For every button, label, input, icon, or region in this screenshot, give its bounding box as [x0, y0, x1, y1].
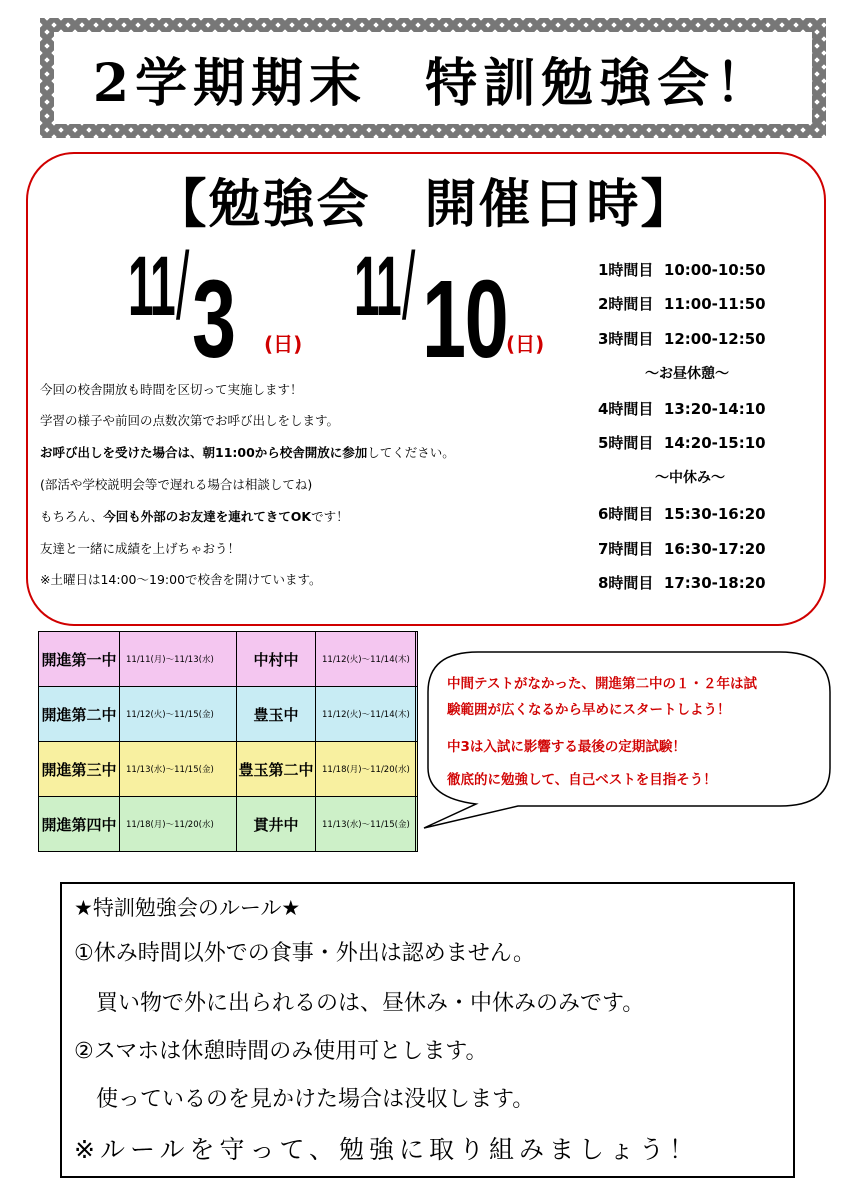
note-line: [40, 443, 455, 461]
note-line: [40, 507, 349, 525]
date-2-weekday: (日): [506, 332, 545, 356]
date-1-weekday: (日): [264, 332, 303, 356]
rule-line: 使っているのを見かけた場合は没収します。: [96, 1087, 535, 1112]
school-dates: 11/11(月)～11/13(水): [120, 632, 418, 687]
school-table-right: [236, 631, 416, 852]
period-time: 11:00-11:50: [663, 295, 766, 313]
note-line: ※土曜日は14:00～19:00で校舎を開けています。: [40, 572, 322, 587]
period-row: [598, 293, 766, 314]
period-row: [598, 503, 766, 524]
school-dates: 11/13(水)～11/15(金): [316, 797, 416, 852]
rules-box: [60, 882, 795, 1178]
school-name: 開進第四中: [39, 797, 120, 852]
period-time: 13:20-14:10: [663, 400, 766, 418]
rule-closing: ※ルールを守って、勉強に取り組みましょう！: [74, 1135, 699, 1164]
note-text: してください。: [367, 445, 455, 460]
period-time: 14:20-15:10: [663, 434, 766, 452]
note-emphasis: お呼び出しを受けた場合は、朝11:00から校舎開放に参加: [40, 445, 368, 460]
period-time: 10:00-10:50: [663, 261, 766, 279]
school-dates: 11/12(火)～11/14(木): [316, 632, 416, 687]
bubble-text: 験範囲が広くなるから早めにスタートしよう！: [447, 702, 731, 718]
period-label: 5時間目: [598, 434, 654, 452]
schedule-heading: 【勉強会 開催日時】: [154, 175, 695, 235]
period-label: 6時間目: [598, 505, 654, 523]
date-slash: /: [402, 233, 416, 340]
note-line: (部活や学校説明会等で遅れる場合は相談してね): [40, 477, 313, 492]
period-label: 3時間目: [598, 330, 654, 348]
period-row: [598, 398, 766, 419]
bubble-text: 徹底的に勉強して、自己ベストを目指そう！: [447, 772, 717, 788]
mid-break-label: ～中休み～: [655, 470, 725, 486]
school-name: 開進第一中: [39, 632, 120, 687]
school-row: [237, 797, 416, 852]
school-name: 豊玉第二中: [237, 742, 316, 797]
school-name: 中村中: [237, 632, 316, 687]
date-1-day: 3: [192, 258, 235, 381]
school-dates: 11/12(火)～11/14(木): [316, 687, 416, 742]
bubble-text: 中間テストがなかった、開進第二中の１・２年は試: [447, 676, 757, 692]
period-label: 8時間目: [598, 574, 654, 592]
period-time: 15:30-16:20: [663, 505, 766, 523]
school-row: [237, 687, 416, 742]
period-label: 4時間目: [598, 400, 654, 418]
note-line: 友達と一緒に成績を上げちゃおう！: [40, 541, 241, 556]
school-name: 貫井中: [237, 797, 316, 852]
title-banner: [40, 18, 826, 138]
date-slash: /: [176, 233, 190, 340]
rule-line: 買い物で外に出られるのは、昼休み・中休みのみです。: [96, 991, 645, 1016]
date-2-month: 11: [354, 239, 401, 333]
note-line: 学習の様子や前回の点数次第でお呼び出しをします。: [40, 413, 340, 428]
period-time: 16:30-17:20: [663, 540, 766, 558]
period-row: [598, 432, 766, 453]
school-row: [237, 632, 416, 687]
school-dates: 11/12(火)～11/15(金): [120, 687, 418, 742]
date-2-day: 10: [422, 258, 508, 381]
note-line: 今回の校舎開放も時間を区切って実施します！: [40, 382, 303, 397]
period-label: 1時間目: [598, 261, 654, 279]
school-name: 開進第二中: [39, 687, 120, 742]
date-1-month: 11: [128, 239, 175, 333]
period-label: 2時間目: [598, 295, 654, 313]
note-text: です！: [311, 509, 349, 524]
school-dates: 11/13(水)～11/15(金): [120, 742, 418, 797]
school-name: 開進第三中: [39, 742, 120, 797]
note-emphasis: 今回も外部のお友達を連れてきてOK: [103, 509, 312, 524]
lunch-break-label: ～お昼休憩～: [645, 366, 729, 382]
school-dates: 11/18(月)～11/20(水): [316, 742, 416, 797]
period-time: 17:30-18:20: [663, 574, 766, 592]
school-row: [237, 742, 416, 797]
school-dates: 11/18(月)～11/20(水): [120, 797, 418, 852]
period-row: [598, 328, 766, 349]
page-title: 2学期期末 特訓勉強会！: [92, 52, 774, 114]
rule-line: ①休み時間以外での食事・外出は認めません。: [74, 941, 536, 966]
period-row: [598, 572, 766, 593]
rules-title: ★特訓勉強会のルール★: [74, 896, 301, 920]
rule-line: ②スマホは休憩時間のみ使用可とします。: [74, 1039, 488, 1064]
period-row: [598, 259, 766, 280]
period-time: 12:00-12:50: [663, 330, 766, 348]
period-row: [598, 538, 766, 559]
bubble-text: 中3は入試に影響する最後の定期試験！: [447, 739, 686, 755]
school-name: 豊玉中: [237, 687, 316, 742]
period-label: 7時間目: [598, 540, 654, 558]
note-text: もちろん、: [40, 509, 104, 524]
